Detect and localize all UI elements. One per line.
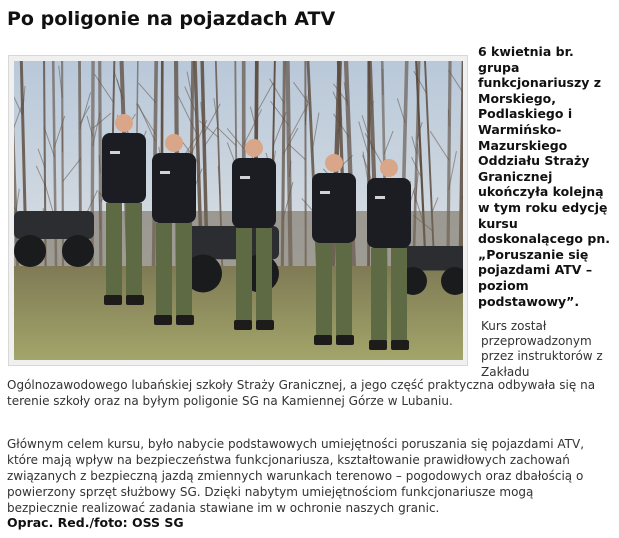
photo-person-leg xyxy=(391,248,407,343)
photo-person-head xyxy=(115,114,133,132)
photo-person-boot xyxy=(126,295,144,305)
photo-person-leg xyxy=(156,223,172,318)
photo-person-jacket xyxy=(312,173,356,243)
photo-person-boot xyxy=(154,315,172,325)
photo-person-leg xyxy=(371,248,387,343)
article-photo-frame xyxy=(8,55,468,366)
photo-person-leg xyxy=(126,203,142,298)
photo-person-badge xyxy=(240,176,250,179)
photo-person-leg xyxy=(336,243,352,338)
article-photo xyxy=(14,61,463,360)
photo-person-head xyxy=(245,139,263,157)
photo-person-jacket xyxy=(367,178,411,248)
photo-person-leg xyxy=(236,228,252,323)
photo-person-leg xyxy=(176,223,192,318)
photo-person-boot xyxy=(314,335,332,345)
photo-atv-body xyxy=(399,246,463,271)
photo-person-leg xyxy=(106,203,122,298)
photo-person-jacket xyxy=(102,133,146,203)
photo-atv-wheel xyxy=(62,235,94,267)
photo-person-boot xyxy=(369,340,387,350)
photo-person-boot xyxy=(256,320,274,330)
photo-person-boot xyxy=(336,335,354,345)
photo-person-badge xyxy=(375,196,385,199)
article-title: Po poligonie na pojazdach ATV xyxy=(7,8,336,30)
photo-person-badge xyxy=(160,171,170,174)
photo-person-head xyxy=(165,134,183,152)
photo-person-badge xyxy=(320,191,330,194)
article-lead: 6 kwietnia br. grupa funkcjonariuszy z Morskiego, Podlaskiego i Warmińsko-Mazurskiego Oddziału Straży Granicznej ukończyła kolejną w tym roku edycję kursu doskonalącego pn. „Poruszanie się pojazdami ATV – poziom podstawowy”. xyxy=(478,44,610,309)
article-paragraph-2: Głównym celem kursu, było nabycie podstawowych umiejętności poruszania się pojazdami ATV, które mają wpływ na bezpieczeństwa funkcjonariusza, kształtowanie prawidłowych zachowań związanych z bezpieczną jazdą zmiennych warunkach terenowo – pogodowych oraz dbałością o powierzony sprzęt służbowy SG. Dzięki nabytym umiejętnościom funkcjonariusze mogą bezpiecznie realizować zadania stawiane im w ochronie naszych granic. xyxy=(7,437,585,515)
article-credit: Oprac. Red./foto: OSS SG xyxy=(7,515,184,530)
article-paragraph-1: Ogólnozawodowego lubańskiej szkoły Straży Granicznej, a jego część praktyczna odbywała się na terenie szkoły oraz na byłym poligonie SG na Kamiennej Górze w Lubaniu. xyxy=(7,378,596,408)
photo-person-jacket xyxy=(152,153,196,223)
photo-person-leg xyxy=(256,228,272,323)
photo-atv-body xyxy=(14,211,94,239)
photo-person-jacket xyxy=(232,158,276,228)
photo-person-boot xyxy=(391,340,409,350)
photo-person-boot xyxy=(234,320,252,330)
photo-person-head xyxy=(325,154,343,172)
article-side-text: Kurs został przeprowadzonym przez instruktorów z Zakładu xyxy=(481,319,603,379)
photo-person-badge xyxy=(110,151,120,154)
photo-person-leg xyxy=(316,243,332,338)
photo-atv-wheel xyxy=(14,235,46,267)
photo-person-boot xyxy=(176,315,194,325)
photo-person-boot xyxy=(104,295,122,305)
photo-person-head xyxy=(380,159,398,177)
